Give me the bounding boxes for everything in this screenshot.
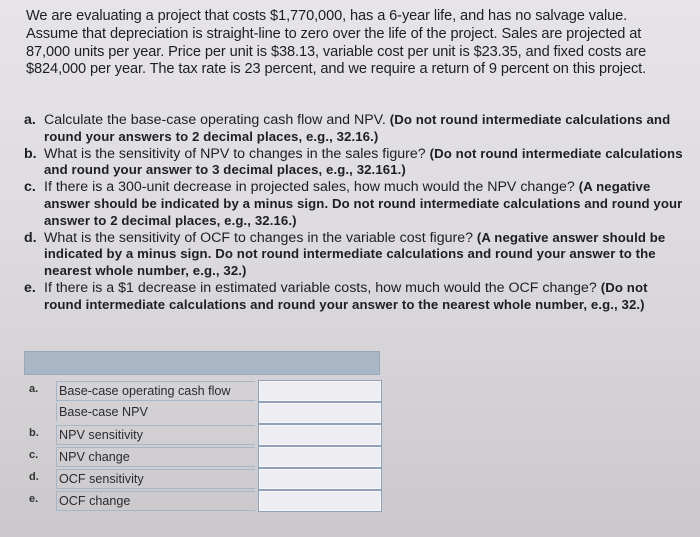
- question-a: [24, 112, 684, 146]
- row-label: OCF change: [56, 491, 255, 511]
- question-letter: c.: [24, 179, 36, 196]
- question-text: What is the sensitivity of OCF to changes in the variable cost figure?: [44, 229, 477, 246]
- question-b: [24, 146, 684, 180]
- row-letter: d.: [29, 471, 39, 483]
- row-letter: b.: [29, 427, 39, 439]
- question-instruction: (Do not round intermediate calculations and round your answer to the nearest whole number, e.g., 32.): [44, 279, 648, 312]
- row-letter: e.: [29, 493, 39, 505]
- question-letter: b.: [24, 145, 37, 162]
- ocf-sensitivity-input[interactable]: [258, 468, 382, 490]
- question-text: If there is a $1 decrease in estimated variable costs, how much would the OCF change?: [44, 279, 601, 296]
- question-c: [24, 179, 684, 229]
- answer-row-npv: [24, 401, 380, 423]
- question-instruction: (A negative answer should be indicated by a minus sign. Do not round intermediate calculations and round your answer to 2 decimal places, e.g., 32.16.): [44, 179, 683, 228]
- question-text: What is the sensitivity of NPV to changes in the sales figure?: [44, 145, 430, 162]
- question-instruction: (Do not round intermediate calculations and round your answer to 3 decimal places, e.g., 32.161.): [44, 145, 683, 178]
- question-list: [24, 112, 684, 314]
- question-e: [24, 280, 684, 314]
- base-case-npv-input[interactable]: [258, 402, 382, 424]
- row-letter: c.: [29, 449, 39, 461]
- answer-table: [24, 379, 380, 511]
- question-text: Calculate the base-case operating cash flow and NPV.: [44, 112, 390, 128]
- row-letter: a.: [29, 383, 39, 395]
- question-d: [24, 230, 684, 280]
- row-label: Base-case NPV: [56, 403, 255, 421]
- ocf-change-input[interactable]: [258, 490, 382, 512]
- question-instruction: (Do not round intermediate calculations and round your answers to 2 decimal places, e.g., 32.16.): [44, 112, 671, 144]
- answer-row-npv-change: [24, 445, 380, 467]
- answer-row-ocf-sensitivity: [24, 467, 380, 489]
- row-label: Base-case operating cash flow: [56, 381, 255, 401]
- answer-row-ocf: [24, 379, 380, 401]
- row-label: NPV change: [56, 447, 255, 467]
- question-letter: a.: [24, 112, 36, 128]
- question-instruction: (A negative answer should be indicated by a minus sign. Do not round intermediate calculations and round your answer to the nearest whole number, e.g., 32.): [44, 229, 666, 279]
- base-case-ocf-input[interactable]: [258, 380, 382, 402]
- problem-statement: We are evaluating a project that costs $1,770,000, has a 6-year life, and has no salvage value. Assume that depreciation is straight-line to zero over the life of the project. Sales are projected at 87,000 units per year. Price per unit is $38.13, variable cost per unit is $23.35, and fixed costs are $824,000 per year. The tax rate is 23 percent, and we require a return of 9 percent on this project.: [26, 8, 647, 78]
- answer-row-npv-sensitivity: [24, 423, 380, 445]
- answer-row-ocf-change: [24, 489, 380, 511]
- question-letter: e.: [24, 279, 36, 296]
- npv-change-input[interactable]: [258, 446, 382, 468]
- answer-table-header: [24, 351, 380, 375]
- npv-sensitivity-input[interactable]: [258, 424, 382, 446]
- question-text: If there is a 300-unit decrease in projected sales, how much would the NPV change?: [44, 179, 579, 196]
- row-label: NPV sensitivity: [56, 425, 255, 445]
- row-label: OCF sensitivity: [56, 469, 255, 489]
- question-letter: d.: [24, 229, 37, 246]
